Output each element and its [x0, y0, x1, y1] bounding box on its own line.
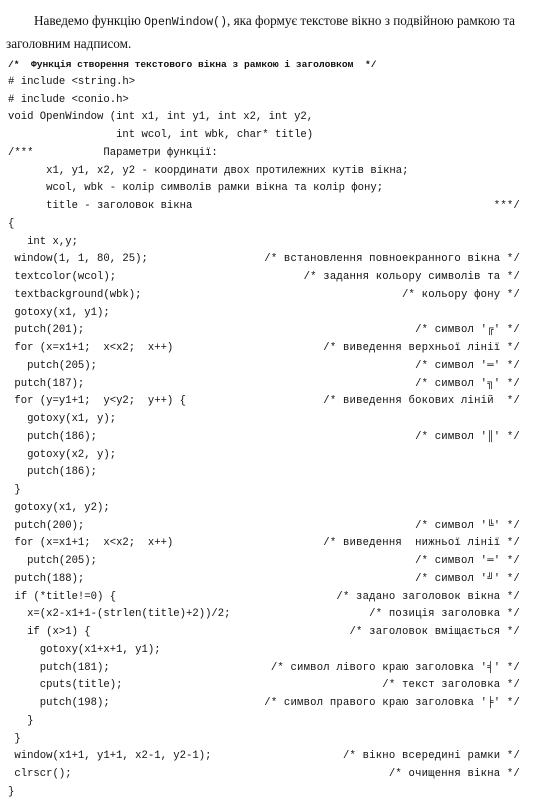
code-text: window(1, 1, 80, 25);	[8, 253, 148, 266]
code-text: int x,y;	[8, 235, 78, 248]
code-comment: ***/	[493, 200, 520, 212]
code-text: window(x1+1, y1+1, x2-1, y2-1);	[8, 750, 212, 763]
code-comment: /* символ лівого краю заголовка '╡' */	[270, 661, 520, 674]
code-line	[8, 624, 530, 642]
code-text: putch(200);	[8, 519, 85, 532]
code-line	[8, 642, 530, 660]
code-line	[8, 287, 530, 305]
code-comment: /* символ '║' */	[415, 430, 520, 443]
code-line	[8, 606, 530, 624]
code-text: }	[8, 714, 34, 727]
code-line	[8, 411, 530, 429]
code-line	[8, 180, 530, 198]
code-comment: /* встановлення повноекранного вікна */	[264, 253, 520, 266]
code-text: for (x=x1+1; x<x2; x++)	[8, 537, 174, 550]
code-comment: /* задано заголовок вікна */	[336, 590, 520, 603]
code-text: textbackground(wbk);	[8, 288, 142, 301]
code-comment: /* виведення верхньої лінії */	[323, 342, 520, 354]
code-line	[8, 216, 530, 234]
code-line	[8, 464, 530, 482]
code-comment: /* очищення вікна */	[388, 768, 520, 780]
code-line	[8, 447, 530, 465]
code-line	[8, 92, 530, 110]
code-text: putch(186);	[8, 430, 98, 443]
code-text: putch(187);	[8, 377, 85, 390]
code-line	[8, 589, 530, 607]
code-comment: /* символ '╗' */	[415, 377, 520, 390]
code-text: int wcol, int wbk, char* title)	[8, 129, 314, 141]
code-text: putch(198);	[8, 697, 110, 709]
code-text: gotoxy(x2, y);	[8, 448, 117, 461]
code-comment: /* заголовок вміщається */	[349, 626, 520, 638]
code-comment: /* позиція заголовка */	[369, 608, 520, 621]
code-text: x1, y1, x2, y2 - координати двох протилежних кутів вікна;	[8, 164, 409, 177]
code-line	[8, 660, 530, 678]
code-comment: /* кольору фону */	[401, 288, 520, 301]
code-text: gotoxy(x1, y);	[8, 413, 117, 425]
code-text: {	[8, 217, 15, 230]
code-comment: /* текст заголовка */	[382, 679, 520, 692]
code-text: if (*title!=0) {	[8, 590, 117, 603]
code-comment: /* виведення бокових ліній */	[323, 395, 520, 408]
code-line	[8, 358, 530, 376]
code-text: /*** Параметри функції:	[8, 146, 218, 159]
code-line	[8, 695, 530, 713]
code-text: gotoxy(x1+x+1, y1);	[8, 643, 161, 656]
code-text: }	[8, 732, 21, 745]
code-line	[8, 127, 530, 145]
code-line	[8, 500, 530, 518]
intro-text-after: , яка формує текстове вікно з подвійною рамкою та заголовним надписом.	[6, 13, 515, 51]
code-line	[8, 251, 530, 269]
code-line	[8, 677, 530, 695]
code-line	[8, 322, 530, 340]
code-text: x=(x2-x1+1-(strlen(title)+2))/2;	[8, 608, 231, 621]
code-text: void OpenWindow (int x1, int y1, int x2, int y2,	[8, 111, 314, 124]
code-line	[8, 376, 530, 394]
code-text: for (x=x1+1; x<x2; x++)	[8, 342, 174, 354]
code-text: /* Функція створення текстового вікна з рамкою і заголовком */	[8, 59, 377, 70]
code-line	[8, 393, 530, 411]
code-line	[8, 482, 530, 500]
code-comment: /* символ '╔' */	[415, 324, 520, 337]
code-line	[8, 535, 530, 553]
code-comment: /* вікно всередині рамки */	[342, 750, 520, 763]
intro-paragraph	[6, 10, 528, 54]
code-text: gotoxy(x1, y2);	[8, 501, 110, 514]
code-text: if (x>1) {	[8, 626, 91, 638]
code-line	[8, 553, 530, 571]
code-text: for (y=y1+1; y<y2; y++) {	[8, 395, 187, 408]
code-comment: /* символ '═' */	[415, 359, 520, 372]
code-comment: /* символ '═' */	[415, 555, 520, 567]
code-line	[8, 74, 530, 92]
code-text: # include <conio.h>	[8, 93, 129, 106]
code-line	[8, 713, 530, 731]
code-text: wcol, wbk - колір символів рамки вікна та колір фону;	[8, 182, 384, 195]
code-text: }	[8, 785, 15, 798]
code-line	[8, 109, 530, 127]
code-text: title - заголовок вікна	[8, 200, 193, 212]
code-line	[8, 571, 530, 589]
code-line	[8, 305, 530, 323]
code-text: gotoxy(x1, y1);	[8, 306, 110, 319]
intro-function-name: OpenWindow()	[144, 16, 227, 29]
code-comment: /* виведення нижньої лінії */	[323, 537, 520, 550]
code-comment: /* символ '╚' */	[415, 519, 520, 532]
code-comment: /* задання кольору символів та */	[303, 271, 520, 283]
code-text: putch(186);	[8, 466, 98, 479]
code-line	[8, 163, 530, 181]
code-comment: /* символ правого краю заголовка '╞' */	[264, 697, 520, 709]
code-line	[8, 269, 530, 287]
code-line	[8, 748, 530, 766]
code-text: putch(201);	[8, 324, 85, 337]
code-text: putch(205);	[8, 555, 98, 567]
code-text: clrscr();	[8, 768, 72, 780]
code-listing	[8, 56, 530, 802]
code-text: cputs(title);	[8, 679, 123, 692]
code-text: # include <string.h>	[8, 75, 136, 88]
code-line	[8, 198, 530, 216]
code-line	[8, 766, 530, 784]
code-comment: /* символ '╝' */	[415, 572, 520, 585]
code-text: putch(181);	[8, 661, 110, 674]
code-line	[8, 340, 530, 358]
code-line	[8, 429, 530, 447]
code-text: }	[8, 484, 21, 496]
code-line	[8, 784, 530, 802]
code-line	[8, 731, 530, 749]
code-line	[8, 234, 530, 252]
code-line	[8, 56, 530, 74]
code-text: putch(188);	[8, 572, 85, 585]
code-line	[8, 518, 530, 536]
code-text: textcolor(wcol);	[8, 271, 117, 283]
code-line	[8, 145, 530, 163]
intro-text-before: Наведемо функцію	[34, 13, 145, 28]
code-text: putch(205);	[8, 359, 98, 372]
